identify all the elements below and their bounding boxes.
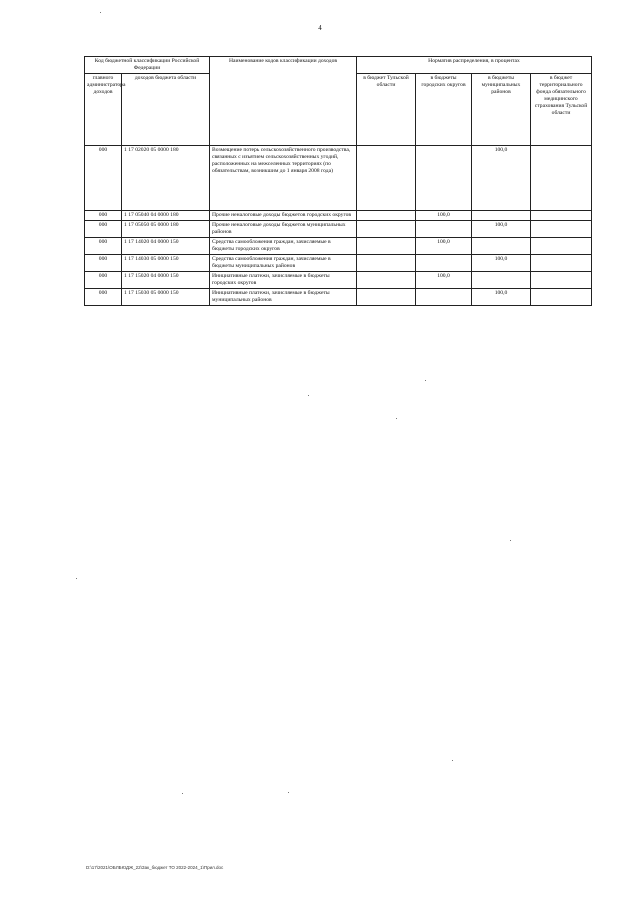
cell-fund [531,289,592,306]
cell-municipal [472,272,531,289]
cell-admin: 000 [85,221,122,238]
cell-fund [531,238,592,255]
cell-fund [531,211,592,221]
cell-fund [531,272,592,289]
cell-admin: 000 [85,146,122,211]
page-number: 4 [318,24,322,32]
cell-fund [531,146,592,211]
header-code-group: Код бюджетной классификации Российской Федерации [85,57,210,74]
cell-urban [416,146,472,211]
scan-speck [182,793,183,794]
scan-speck [396,418,397,419]
cell-name: Прочие неналоговые доходы бюджетов муниципальных районов [210,221,357,238]
cell-admin: 000 [85,255,122,272]
scan-speck [288,792,289,793]
header-norm-group: Норматив распределения, в процентах [357,57,592,74]
cell-name: Прочие неналоговые доходы бюджетов городских округов [210,211,357,221]
header-budget-urban: в бюджеты городских округов [416,74,472,146]
cell-region [357,255,416,272]
cell-municipal [472,238,531,255]
cell-admin: 000 [85,238,122,255]
table-row [85,289,592,306]
table-row [85,238,592,255]
file-path-footer: D:\17\2021\ОБЛБЮДЖ_22\Зак_бюджет ТО 2022-2024_1\Прил.doc [86,865,224,870]
scan-speck [425,380,426,381]
scan-speck [76,578,77,579]
cell-urban [416,289,472,306]
scan-speck [308,395,309,396]
cell-admin: 000 [85,211,122,221]
cell-code: 1 17 02020 05 0000 180 [122,146,210,211]
cell-region [357,238,416,255]
cell-municipal [472,211,531,221]
cell-code: 1 17 15020 04 0000 150 [122,272,210,289]
cell-code: 1 17 14030 05 0000 150 [122,255,210,272]
table-row [85,221,592,238]
scan-speck [100,12,101,13]
cell-code: 1 17 05050 05 0000 180 [122,221,210,238]
header-admin: главного администратора доходов [85,74,122,146]
cell-admin: 000 [85,272,122,289]
header-budget-municipal: в бюджеты муниципальных районов [472,74,531,146]
cell-name: Инициативные платежи, зачисляемые в бюджеты муниципальных районов [210,289,357,306]
cell-urban [416,255,472,272]
cell-region [357,289,416,306]
header-budget-fund: в бюджет территориального фонда обязательного медицинского страхования Тульской области [531,74,592,146]
cell-name: Возмещение потерь сельскохозяйственного производства, связанных с изъятием сельскохозяйственных угодий, расположенных на межселенных территориях (по обязательствам, возникшим до 1 января 2008 года) [210,146,357,211]
scan-speck [510,540,511,541]
table-row [85,146,592,211]
table-row [85,272,592,289]
cell-name: Средства самообложения граждан, зачисляемые в бюджеты муниципальных районов [210,255,357,272]
cell-name: Средства самообложения граждан, зачисляемые в бюджеты городских округов [210,238,357,255]
cell-region [357,272,416,289]
cell-code: 1 17 05040 04 0000 180 [122,211,210,221]
cell-fund [531,255,592,272]
cell-urban: 100,0 [416,238,472,255]
cell-name: Инициативные платежи, зачисляемые в бюджеты городских округов [210,272,357,289]
cell-admin: 000 [85,289,122,306]
cell-municipal: 100,0 [472,221,531,238]
cell-region [357,211,416,221]
cell-code: 1 17 15030 05 0000 150 [122,289,210,306]
cell-urban [416,221,472,238]
scan-speck [452,760,453,761]
cell-municipal: 100,0 [472,255,531,272]
cell-region [357,146,416,211]
cell-region [357,221,416,238]
cell-urban: 100,0 [416,272,472,289]
revenue-distribution-table [84,56,592,306]
cell-code: 1 17 14020 04 0000 150 [122,238,210,255]
header-budget-region: в бюджет Тульской области [357,74,416,146]
header-revenue: доходов бюджета области [122,74,210,146]
cell-fund [531,221,592,238]
table-row [85,211,592,221]
header-name: Наименование кодов классификации доходов [210,57,357,146]
cell-urban: 100,0 [416,211,472,221]
cell-municipal: 100,0 [472,146,531,211]
table-row [85,255,592,272]
cell-municipal: 100,0 [472,289,531,306]
